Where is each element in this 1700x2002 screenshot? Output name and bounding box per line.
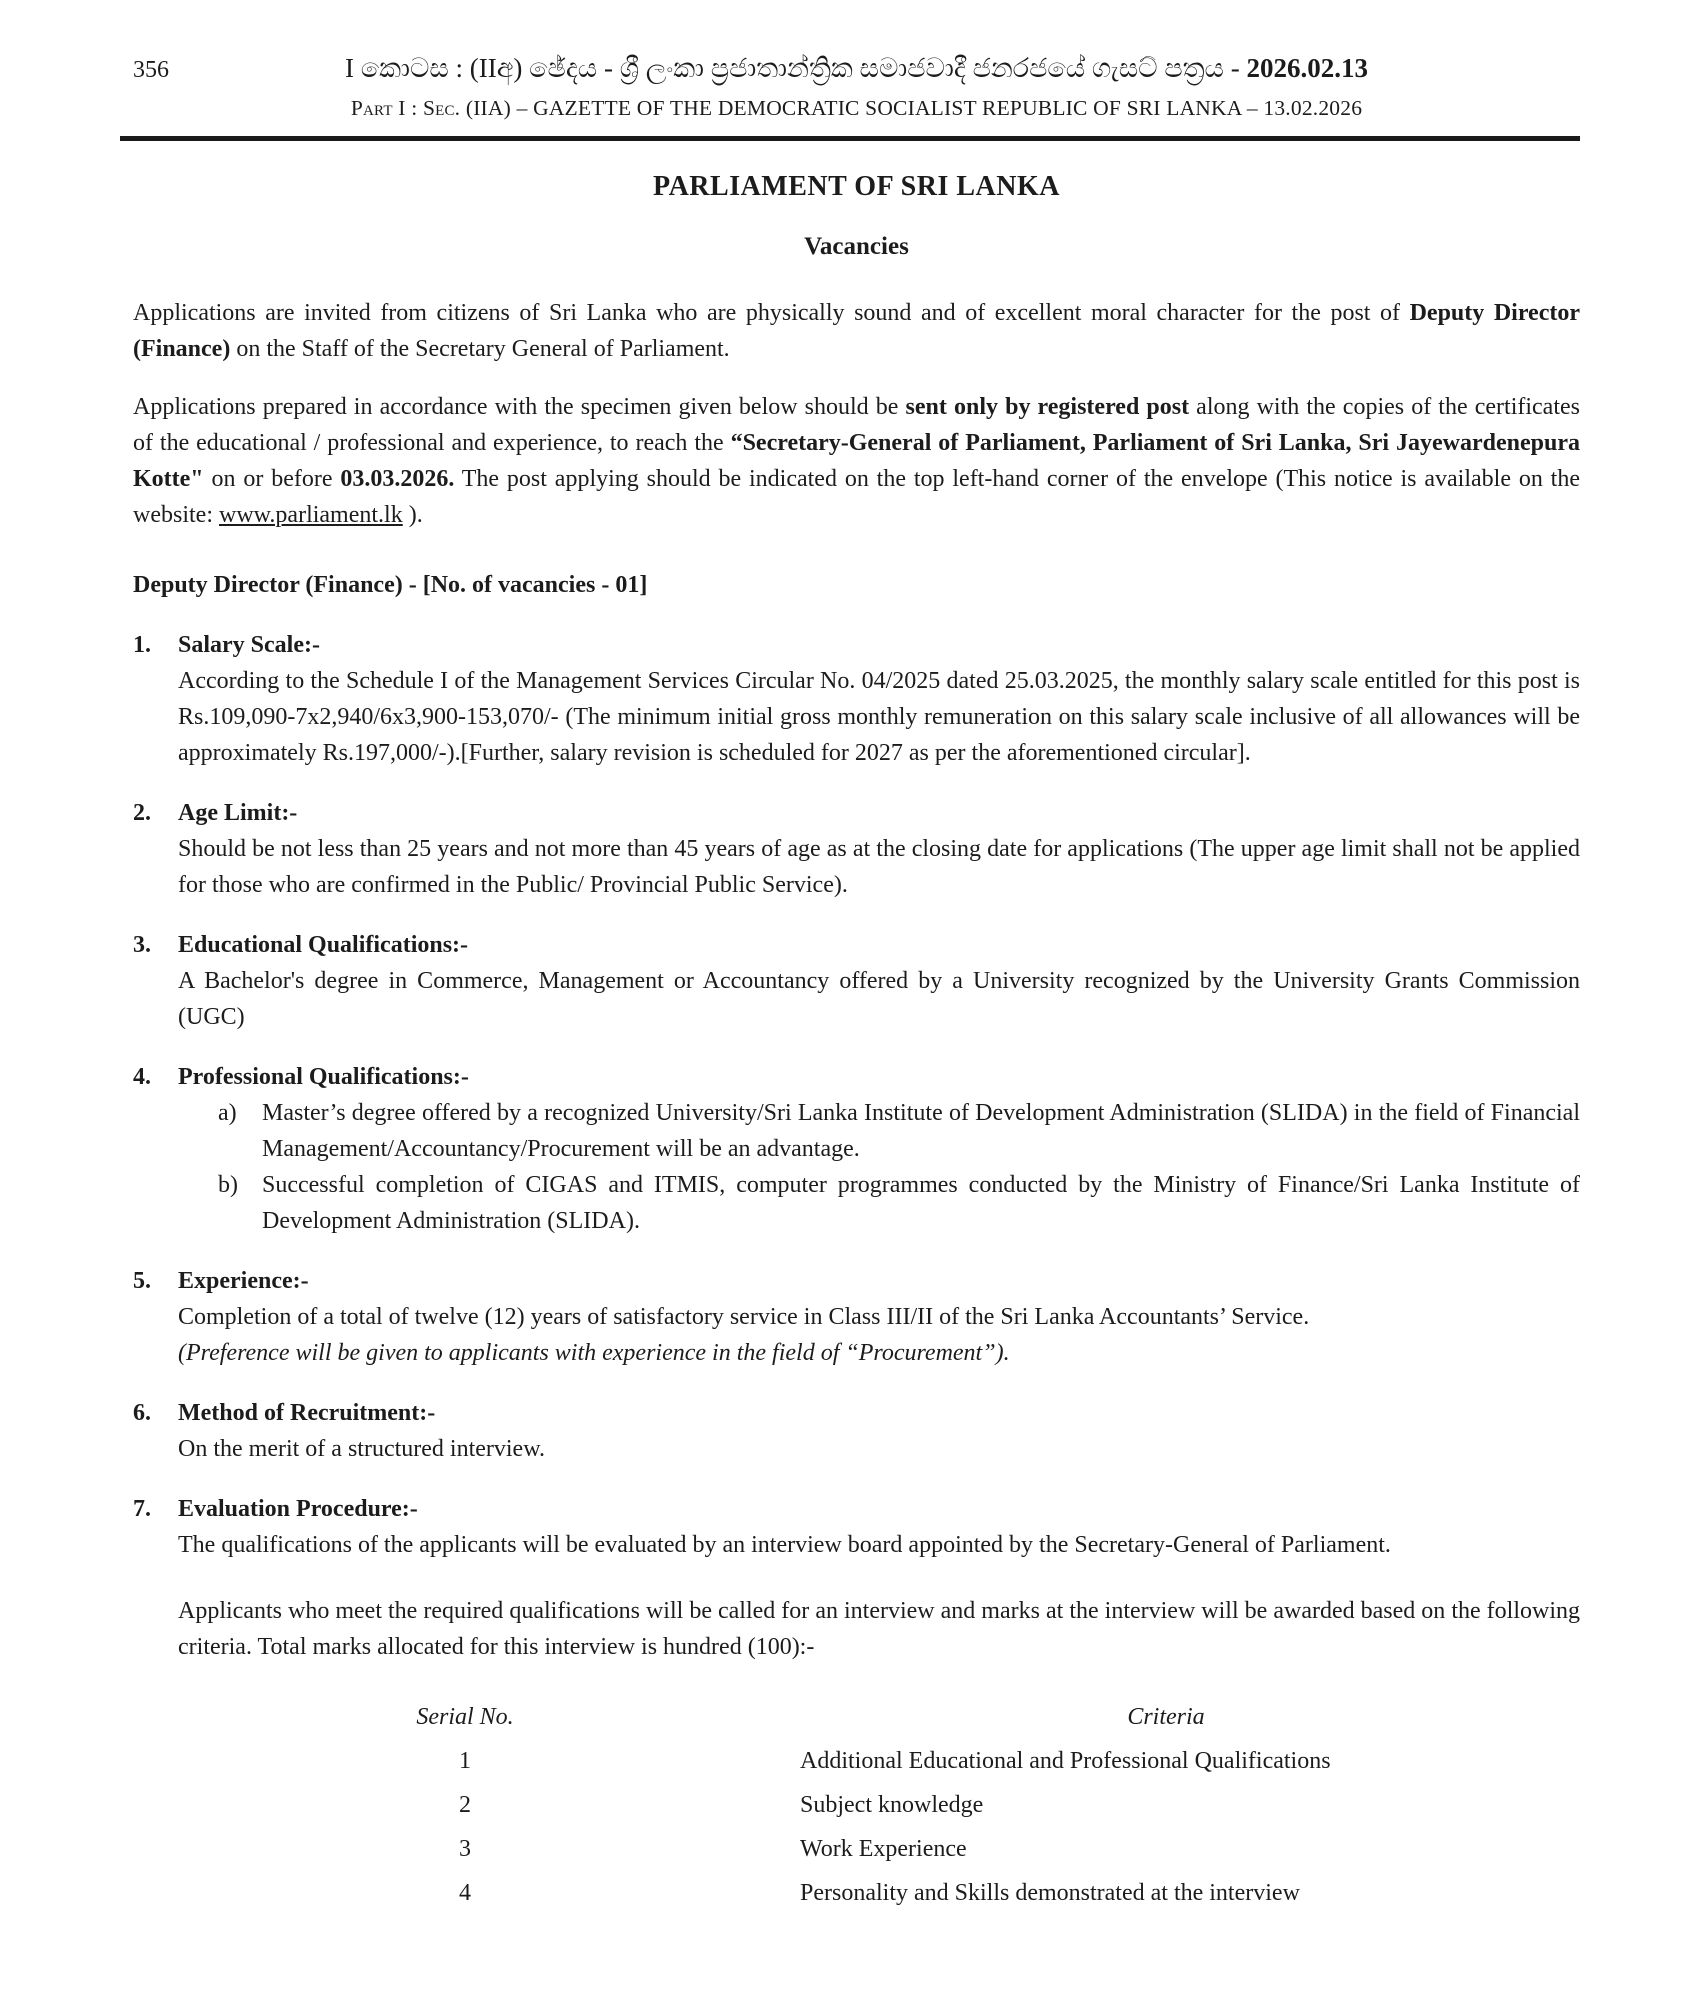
website-link[interactable]: www.parliament.lk — [218, 502, 403, 528]
section-body-paragraph — [178, 963, 1580, 1035]
table-header-serial: Serial No. — [416, 1704, 514, 1730]
text-run: Successful completion of CIGAS and ITMIS, computer programmes conducted by the Ministry of Finance/Sri Lanka Institute of Development Administration (SLIDA). — [262, 1172, 1580, 1234]
section-content — [178, 627, 1580, 771]
page-number: 356 — [133, 57, 169, 83]
section-body-paragraph — [178, 663, 1580, 771]
sub-item-text — [262, 1172, 1580, 1234]
sub-item-label: b) — [218, 1172, 238, 1198]
criteria-table-header-row — [178, 1695, 1580, 1739]
text-run: Applications prepared in accordance with the specimen given below should be — [133, 394, 906, 420]
text-run: on the Staff of the Secretary General of Parliament. — [230, 336, 730, 362]
section-method-of-recruitment — [133, 1395, 1580, 1467]
page-header — [133, 48, 1580, 141]
section-heading: Evaluation Procedure:- — [178, 1496, 418, 1522]
table-cell-serial: 4 — [459, 1880, 471, 1906]
text-run: 03.03.2026. — [340, 466, 455, 492]
table-cell-criteria: Work Experience — [800, 1836, 967, 1862]
section-heading: Salary Scale:- — [178, 632, 320, 658]
header-sinhala-row — [133, 48, 1580, 88]
sub-item-a — [178, 1095, 1580, 1167]
table-row — [178, 1783, 1580, 1827]
text-run: A Bachelor's degree in Commerce, Management or Accountancy offered by a University recognized by the University Grants Commission (UGC) — [178, 968, 1580, 1030]
sub-item-b — [178, 1167, 1580, 1239]
section-content — [178, 927, 1580, 1035]
section-content — [178, 1059, 1580, 1239]
section-heading: Educational Qualifications:- — [178, 932, 469, 958]
section-number: 4. — [133, 1064, 151, 1090]
header-sinhala-line — [345, 53, 1368, 83]
table-header-criteria: Criteria — [1127, 1704, 1205, 1730]
table-cell-criteria: Additional Educational and Professional Qualifications — [800, 1748, 1331, 1774]
table-row — [178, 1827, 1580, 1871]
section-salary-scale — [133, 627, 1580, 771]
text-run: The post applying should be indicated on the top left-hand corner of the envelope (This notice is available on the website: — [133, 466, 1581, 528]
text-run: Applications are invited from citizens of Sri Lanka who are physically sound and of excellent moral character for the post of — [133, 300, 1410, 326]
text-run: (Preference will be given to applicants with experience in the field of “Procurement”). — [178, 1340, 1010, 1366]
section-number: 3. — [133, 932, 151, 958]
vacancies-subtitle: Vacancies — [804, 233, 909, 260]
section-experience — [133, 1263, 1580, 1371]
intro-paragraph-2 — [133, 389, 1580, 533]
sub-item-label: a) — [218, 1100, 237, 1126]
section-heading: Method of Recruitment:- — [178, 1400, 436, 1426]
intro-paragraph-1 — [133, 295, 1580, 367]
text-run: sent only by registered post — [905, 394, 1190, 420]
text-run: Deputy Director (Finance) — [133, 300, 1581, 362]
section-number: 7. — [133, 1496, 151, 1522]
text-run: Should be not less than 25 years and not more than 45 years of age as at the closing date for applications (The upper age limit shall not be applied for those who are confirmed in the Public/ Provincial Public Service). — [178, 836, 1580, 898]
section-heading: Experience:- — [178, 1268, 309, 1294]
section-heading: Professional Qualifications:- — [178, 1064, 469, 1090]
header-rule — [120, 136, 1580, 141]
header-english-rest: – GAZETTE OF THE DEMOCRATIC SOCIALIST REPUBLIC OF SRI LANKA – 13.02.2026 — [511, 96, 1363, 120]
section-professional-qualifications — [133, 1059, 1580, 1239]
table-cell-serial: 3 — [459, 1836, 471, 1862]
section-content — [178, 795, 1580, 903]
table-row — [178, 1871, 1580, 1915]
criteria-table — [178, 1695, 1580, 1915]
text-run: The qualifications of the applicants will be evaluated by an interview board appointed by the Secretary-General of Parliament. — [178, 1532, 1391, 1558]
text-run: According to the Schedule I of the Management Services Circular No. 04/2025 dated 25.03.2025, the monthly salary scale entitled for this post is Rs.109,090-7x2,940/6x3,900-153,070/- (The minimum initial gross monthly remuneration on this salary scale inclusive of all allowances will be approximately Rs.197,000/-).[Further, salary revision is scheduled for 2027 as per the aforementioned circular]. — [178, 668, 1580, 766]
section-evaluation-procedure — [133, 1491, 1580, 1915]
section-body-paragraph-2 — [178, 1593, 1580, 1665]
section-educational-qualifications — [133, 927, 1580, 1035]
section-number: 1. — [133, 632, 151, 658]
text-run: “Secretary-General of Parliament, Parliament of Sri Lanka, Sri Jayewardenepura Kotte" — [133, 430, 1580, 492]
header-sinhala-date: 2026.02.13 — [1246, 53, 1368, 83]
text-run: On the merit of a structured interview. — [178, 1436, 545, 1462]
page-title: PARLIAMENT OF SRI LANKA — [653, 171, 1060, 202]
section-number: 2. — [133, 800, 151, 826]
section-content — [178, 1491, 1580, 1915]
table-cell-criteria: Personality and Skills demonstrated at the interview — [800, 1880, 1300, 1906]
section-body-paragraph-italic — [178, 1335, 1580, 1371]
header-english-line — [133, 93, 1580, 123]
section-body-paragraph — [178, 1527, 1580, 1563]
text-run: along with the copies of the certificates of the educational / professional and experience, to reach the — [133, 394, 1580, 456]
section-number: 5. — [133, 1268, 151, 1294]
text-run: Master’s degree offered by a recognized University/Sri Lanka Institute of Development Administration (SLIDA) in the field of Financial Management/Accountancy/Procurement will be an advantage. — [262, 1100, 1580, 1162]
table-cell-serial: 2 — [459, 1792, 471, 1818]
section-content — [178, 1395, 1580, 1467]
section-body-paragraph — [178, 1431, 1580, 1467]
table-cell-criteria: Subject knowledge — [800, 1792, 984, 1818]
section-age-limit — [133, 795, 1580, 903]
text-run: ). — [402, 502, 423, 528]
section-body-paragraph — [178, 831, 1580, 903]
section-number: 6. — [133, 1400, 151, 1426]
text-run: on or before — [203, 466, 341, 492]
table-cell-serial: 1 — [459, 1748, 471, 1774]
table-row — [178, 1739, 1580, 1783]
section-content — [178, 1263, 1580, 1371]
text-run: Completion of a total of twelve (12) years of satisfactory service in Class III/II of the Sri Lanka Accountants’ Service. — [178, 1304, 1310, 1330]
text-run: Applicants who meet the required qualifications will be called for an interview and marks at the interview will be awarded based on the following criteria. Total marks allocated for this interview is hundred (100):- — [178, 1598, 1580, 1660]
section-heading: Age Limit:- — [178, 800, 298, 826]
post-title-heading: Deputy Director (Finance) - [No. of vacancies - 01] — [133, 572, 648, 598]
header-sinhala-text: I කොටස : (IIඅ) ඡේදය - ශ්‍රී ලංකා ප්‍රජාතාන්ත්‍රික සමාජවාදී ජනරජයේ ගැසට් පත්‍රය - — [345, 53, 1247, 83]
sub-item-text — [262, 1100, 1580, 1162]
section-body-paragraph — [178, 1299, 1580, 1335]
header-english-prefix: Part I : Sec. (IIA) — [350, 96, 511, 120]
